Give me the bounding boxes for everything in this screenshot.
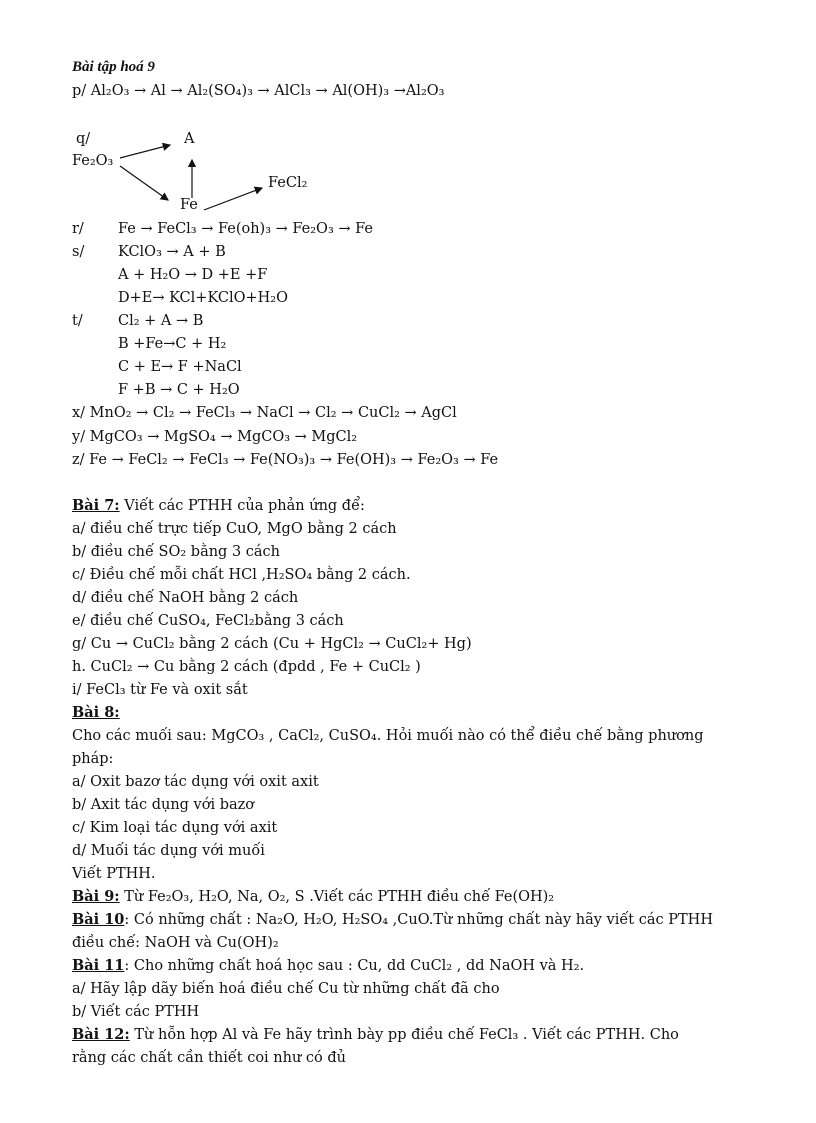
chain-q-a: A	[184, 131, 195, 147]
bai8-line: b/ Axit tác dụng với bazơ	[72, 797, 255, 813]
bai10-text: : Có những chất : Na₂O, H₂O, H₂SO₄ ,CuO.Từ những chất này hãy viết các PTHH	[124, 912, 713, 928]
chain-t-eq: Cl₂ + A → B	[118, 313, 204, 329]
bai9-heading: Bài 9:	[72, 888, 120, 905]
bai7-text: Viết các PTHH của phản ứng để:	[119, 498, 365, 514]
bai11-text: : Cho những chất hoá học sau : Cu, dd CuCl₂ , dd NaOH và H₂.	[124, 958, 585, 974]
page-title: Bài tập hoá 9	[72, 59, 155, 75]
bai7-item: h. CuCl₂ → Cu bằng 2 cách (đpdd , Fe + CuCl₂ )	[72, 659, 421, 675]
chain-q-fecl2: FeCl₂	[268, 175, 308, 191]
bai8-line: c/ Kim loại tác dụng với axit	[72, 820, 278, 836]
bai7-item: i/ FeCl₃ từ Fe và oxit sắt	[72, 682, 248, 698]
bai11-line	[72, 957, 584, 975]
bai11-heading: Bài 11	[72, 957, 125, 974]
bai8-heading: Bài 8:	[72, 704, 120, 721]
chain-r: Fe → FeCl₃ → Fe(oh)₃ → Fe₂O₃ → Fe	[118, 221, 373, 237]
bai7-heading: Bài 7:	[72, 497, 120, 514]
bai9-text: Từ Fe₂O₃, H₂O, Na, O₂, S .Viết các PTHH điều chế Fe(OH)₂	[119, 889, 555, 905]
bai10-cont: điều chế: NaOH và Cu(OH)₂	[72, 935, 279, 951]
chain-p: p/ Al₂O₃ → Al → Al₂(SO₄)₃ → AlCl₃ → Al(OH)₃ →Al₂O₃	[72, 83, 445, 99]
chain-t-eq: C + E→ F +NaCl	[118, 359, 242, 375]
chain-q-fe: Fe	[180, 197, 198, 213]
chain-x: x/ MnO₂ → Cl₂ → FeCl₃ → NaCl → Cl₂ → CuCl₂ → AgCl	[72, 405, 457, 421]
bai8-line: pháp:	[72, 751, 114, 767]
bai10-line	[72, 911, 713, 929]
chain-z: z/ Fe → FeCl₂ → FeCl₃ → Fe(NO₃)₃ → Fe(OH)₃ → Fe₂O₃ → Fe	[72, 452, 499, 468]
bai12-text: Từ hỗn hợp Al và Fe hãy trình bày pp điều chế FeCl₃ . Viết các PTHH. Cho	[129, 1027, 679, 1043]
bai8-line: a/ Oxit bazơ tác dụng với oxit axit	[72, 774, 319, 790]
chain-t-eq: B +Fe→C + H₂	[118, 336, 227, 352]
bai7-item: a/ điều chế trực tiếp CuO, MgO bằng 2 cách	[72, 521, 397, 537]
bai12-line	[72, 1026, 679, 1044]
bai12-cont: rằng các chất cần thiết coi như có đủ	[72, 1050, 346, 1066]
bai7-item: e/ điều chế CuSO₄, FeCl₂bằng 3 cách	[72, 613, 344, 629]
chain-q-label: q/	[76, 131, 91, 147]
bai12-heading: Bài 12:	[72, 1026, 130, 1043]
bai8-line: Viết PTHH.	[72, 866, 156, 882]
bai7-line	[72, 497, 365, 515]
bai7-item: c/ Điều chế mỗi chất HCl ,H₂SO₄ bằng 2 cách.	[72, 567, 411, 583]
bai8-line: Cho các muối sau: MgCO₃ , CaCl₂, CuSO₄. Hỏi muối nào có thể điều chế bằng phương	[72, 728, 704, 744]
bai11-item: b/ Viết các PTHH	[72, 1004, 200, 1020]
chain-s-eq: A + H₂O → D +E +F	[118, 267, 268, 283]
bai7-item: g/ Cu → CuCl₂ bằng 2 cách (Cu + HgCl₂ → CuCl₂+ Hg)	[72, 636, 472, 652]
chain-y: y/ MgCO₃ → MgSO₄ → MgCO₃ → MgCl₂	[72, 429, 358, 445]
chain-s-label: s/	[72, 244, 85, 260]
bai10-heading: Bài 10	[72, 911, 125, 928]
bai8-line: d/ Muối tác dụng với muối	[72, 843, 265, 859]
chain-s-eq: D+E→ KCl+KClO+H₂O	[118, 290, 288, 306]
bai7-item: d/ điều chế NaOH bằng 2 cách	[72, 590, 299, 606]
chain-t-label: t/	[72, 313, 83, 329]
chain-q-start: Fe₂O₃	[72, 153, 114, 169]
bai7-item: b/ điều chế SO₂ bằng 3 cách	[72, 544, 281, 560]
chain-s-eq: KClO₃ → A + B	[118, 244, 226, 260]
chain-r-label: r/	[72, 221, 84, 237]
bai11-item: a/ Hãy lập dãy biến hoá điều chế Cu từ những chất đã cho	[72, 981, 500, 997]
chain-t-eq: F +B → C + H₂O	[118, 382, 240, 398]
bai9-line	[72, 888, 554, 906]
